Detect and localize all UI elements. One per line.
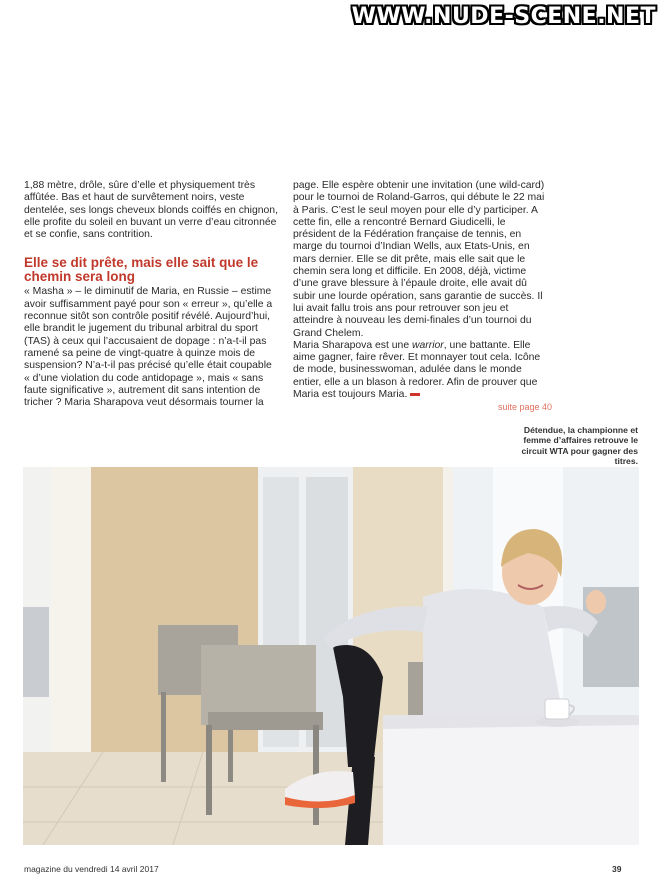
feature-photo <box>23 467 639 845</box>
photo-caption: Détendue, la championne et femme d’affaires retrouve le circuit WTA pour gagner des titres. <box>521 425 638 467</box>
article-paragraph: page. Elle espère obtenir une invitation (une wild-card) pour le tournoi de Roland-Garros, qui débute le 22 mai à Paris. C’est le seul moyen pour elle d’y participer. A cette fin, elle a rencontré Bernard Giudicelli, le président de la Fédération française de tennis, en marge du tournoi d’Indian Wells, aux Etats-Unis, en mars dernier. Elle se dit prête, mais elle sait que le chemin sera long et difficile. En 2008, déjà, victime d’une grave blessure à l’épaule droite, elle avait dû subir une lourde opération, sans garantie de succès. Il lui avait fallu trois ans pour retrouver son jeu et atteindre à nouveau les demi-finales d’un tournoi du Grand Chelem. <box>293 180 545 339</box>
article-paragraph: 1,88 mètre, drôle, sûre d’elle et physiquement très affûtée. Bas et haut de survêtement noirs, veste dentelée, ses longs cheveux blonds coiffés en chignon, elle profite du soleil en buvant un verre d’eau citronnée et se confie, sans contrition. <box>24 180 278 241</box>
article-column-right <box>293 180 551 401</box>
text-run: , une battante. Elle aime gagner, faire rêver. Et monnayer tout cela. Icône de mode, businesswoman, adulée dans le monde entier, elle a un blason à redorer. Afin de prouver que Maria est toujours Maria. <box>293 339 541 401</box>
article-column-left <box>24 180 280 409</box>
continued-link[interactable]: suite page 40 <box>498 402 553 412</box>
photo-illustration <box>23 467 639 845</box>
article-paragraph: « Masha » – le diminutif de Maria, en Russie – estime avoir suffisamment payé pour son « erreur », qu’elle a reconnue sitôt son contrôle positif révélé. Aujourd’hui, elle brandit le jugement du tribunal arbitral du sport (TAS) à ceux qui l’accusaient de dopage : n’a-t-il pas ramené sa peine de vingt-quatre à quinze mois de suspension? N’a-t-il pas précisé qu’elle était coupable « d’une violation du code antidopage », mais « sans faute significative », autrement dit sans intention de tricher ? Maria Sharapova veut désormais tourner la <box>24 286 273 409</box>
watermark: WWW.NUDE-SCENE.NET <box>351 4 656 29</box>
article-paragraph <box>293 340 551 401</box>
page-number: 39 <box>612 864 622 874</box>
text-run: Maria Sharapova est une <box>293 339 412 351</box>
text-run-italic: warrior <box>412 339 444 351</box>
article-subheading: Elle se dit prête, mais elle sait que le chemin sera long <box>24 255 259 284</box>
footer-publication: magazine du vendredi 14 avril 2017 <box>24 864 159 874</box>
end-of-article-mark <box>410 393 420 396</box>
